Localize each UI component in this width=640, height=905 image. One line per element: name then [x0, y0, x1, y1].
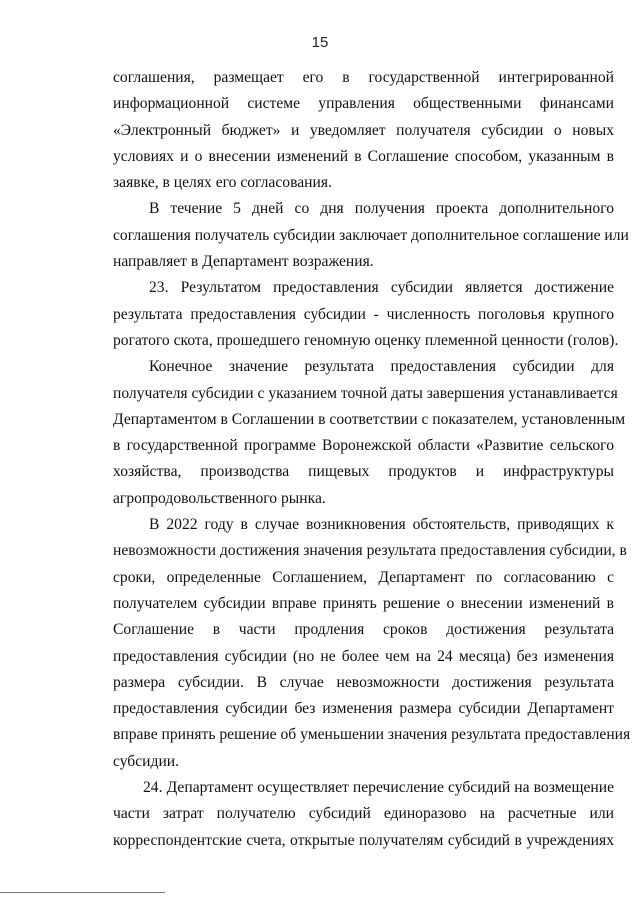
text-line: направляет в Департамент возражения.	[113, 253, 374, 271]
text-line: результата предоставления субсидии - численность поголовья крупного	[113, 305, 614, 323]
text-line: в государственной программе Воронежской области «Развитие сельского	[113, 437, 614, 455]
text-line: соглашения получатель субсидии заключает дополнительное соглашение или	[113, 226, 629, 244]
text-line: вправе принять решение об уменьшении значения результата предоставления	[113, 726, 631, 744]
page-number: 15	[311, 34, 329, 51]
text-line: «Электронный бюджет» и уведомляет получателя субсидии о новых	[113, 121, 614, 139]
text-line: сроки, определенные Соглашением, Департамент по согласованию с	[113, 568, 614, 586]
text-line: информационной системе управления общественными финансами	[113, 95, 614, 113]
text-line: Департаментом в Соглашении в соответствии с показателем, установленным	[113, 410, 626, 428]
text-line: агропродовольственного рынка.	[113, 489, 326, 507]
text-line: заявке, в целях его согласования.	[113, 174, 332, 192]
text-line: предоставления субсидии (но не более чем на 24 месяца) без изменения	[113, 647, 614, 665]
text-line: 23. Результатом предоставления субсидии является достижение	[149, 279, 614, 297]
footer-rule	[0, 892, 165, 893]
text-line: хозяйства, производства пищевых продуктов и инфраструктуры	[113, 463, 614, 481]
text-line: невозможности достижения значения результата предоставления субсидии, в	[113, 542, 627, 560]
text-line: получателем субсидии вправе принять решение о внесении изменений в	[113, 594, 614, 612]
text-line: корреспондентские счета, открытые получателям субсидий в учреждениях	[113, 831, 614, 849]
text-line: В 2022 году в случае возникновения обстоятельств, приводящих к	[149, 516, 614, 534]
text-line: субсидии.	[113, 752, 180, 770]
document-body	[113, 65, 631, 854]
text-line: Конечное значение результата предоставления субсидии для	[149, 358, 614, 376]
text-line: условиях и о внесении изменений в Соглашение способом, указанным в	[113, 147, 614, 165]
text-line: Соглашение в части продления сроков достижения результата	[113, 621, 614, 639]
text-line: получателя субсидии с указанием точной даты завершения устанавливается	[113, 384, 618, 402]
text-line: рогатого скота, прошедшего геномную оценку племенной ценности (голов).	[113, 331, 619, 349]
text-line: В течение 5 дней со дня получения проекта дополнительного	[149, 200, 614, 218]
text-line: размера субсидии. В случае невозможности достижения результата	[113, 673, 614, 691]
text-line: части затрат получателю субсидий единоразово на расчетные или	[113, 805, 614, 823]
text-line: предоставления субсидии без изменения размера субсидии Департамент	[113, 700, 614, 718]
text-line: 24. Департамент осуществляет перечисление субсидий на возмещение	[143, 779, 614, 797]
text-line: соглашения, размещает его в государственной интегрированной	[113, 69, 614, 86]
